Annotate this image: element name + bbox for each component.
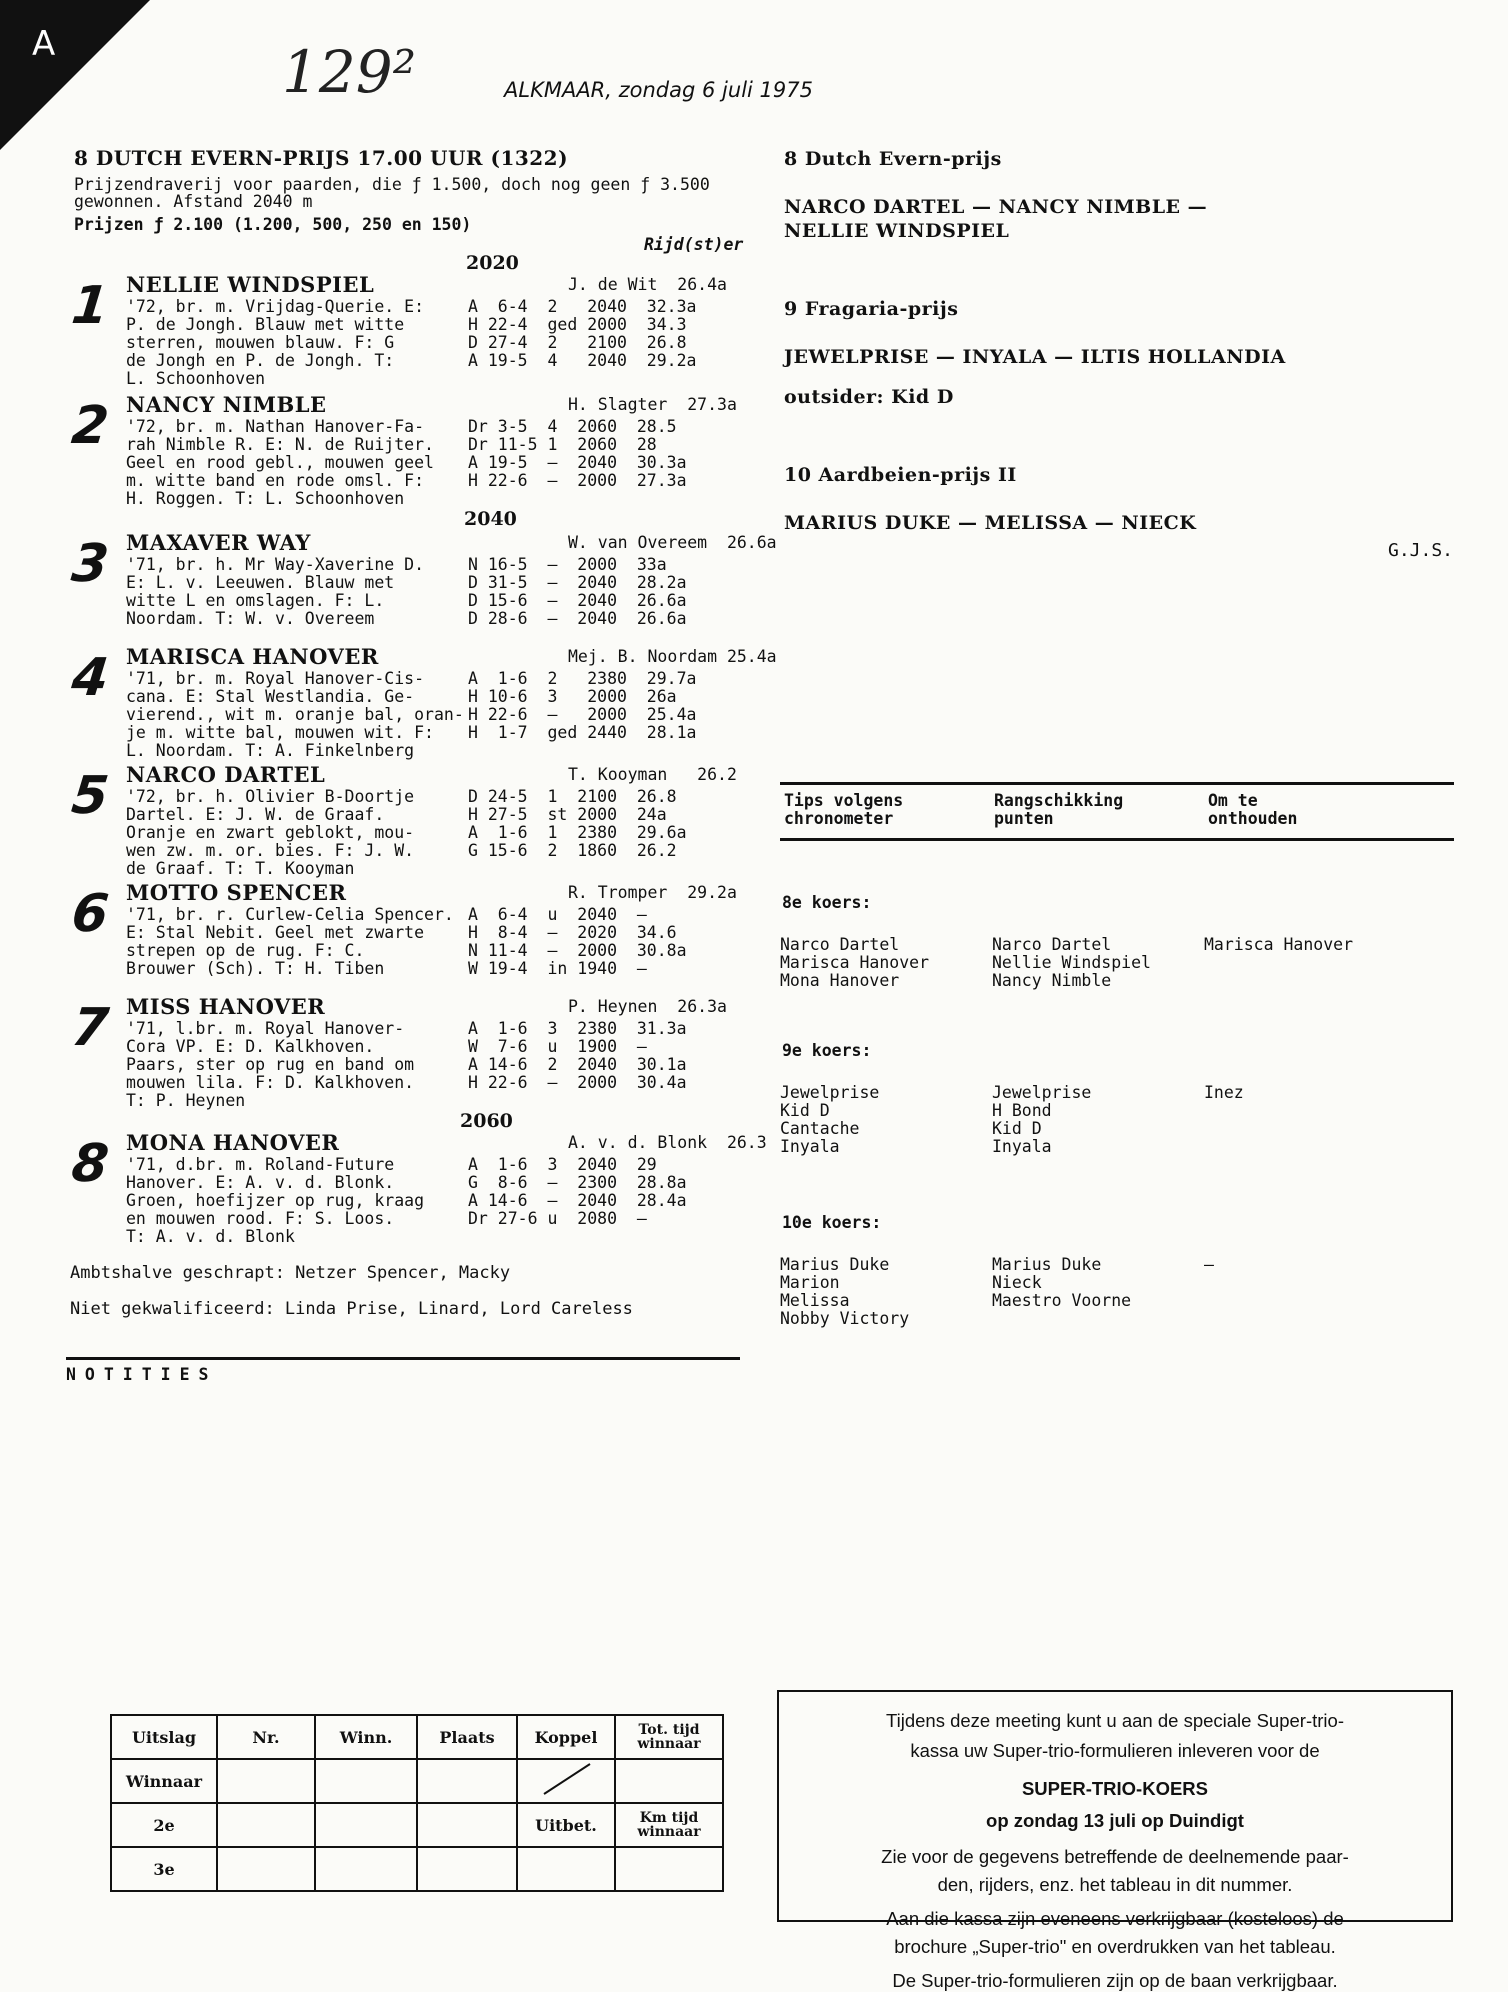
- corner-letter: A: [32, 24, 56, 64]
- super-trio-line-6: brochure „Super-trio" en overdrukken van het tableau.: [894, 1936, 1336, 1957]
- horse-info-line: witte L en omslagen. F: L.: [126, 591, 385, 610]
- score-cell[interactable]: [417, 1847, 517, 1891]
- horse-rider: A. v. d. Blonk 26.3: [568, 1133, 767, 1152]
- horse-name: MARISCA HANOVER: [126, 644, 379, 669]
- super-trio-line-4: den, rijders, enz. het tableau in dit nummer.: [937, 1874, 1293, 1895]
- distance-2020: 2020: [466, 252, 519, 274]
- horse-rider: T. Kooyman 26.2: [568, 765, 737, 784]
- horse-rider: W. van Overeem 26.6a: [568, 533, 777, 552]
- super-trio-line-1: Tijdens deze meeting kunt u aan de speciale Super-trio-: [886, 1710, 1344, 1731]
- tips-col1-item: Mona Hanover: [780, 971, 900, 990]
- tips-col2-item: H Bond: [992, 1101, 1052, 1120]
- horse-info-line: L. Schoonhoven: [126, 369, 266, 388]
- horse-info-line: '71, l.br. m. Royal Hanover-: [126, 1019, 405, 1038]
- score-header-nr: Nr.: [217, 1715, 315, 1759]
- horse-form-line: N 11-4 — 2000 30.8a: [468, 941, 687, 960]
- horse-form-line: H 1-7 ged 2440 28.1a: [468, 723, 697, 742]
- horse-name: MONA HANOVER: [126, 1130, 340, 1155]
- tips-col2-item: Kid D: [992, 1119, 1042, 1138]
- horse-info-line: '72, br. m. Nathan Hanover-Fa-: [126, 417, 425, 436]
- super-trio-box: [777, 1690, 1453, 1991]
- tips-col2-item: Jewelprise: [992, 1083, 1092, 1102]
- horse-form-line: H 22-6 — 2000 27.3a: [468, 471, 687, 490]
- horse-info-line: Geel en rood gebl., mouwen geel: [126, 453, 434, 472]
- horse-info-line: H. Roggen. T: L. Schoonhoven: [126, 489, 405, 508]
- horse-info-line: en mouwen rood. F: S. Loos.: [126, 1209, 395, 1228]
- horse-info-line: L. Noordam. T: A. Finkelnberg: [126, 741, 415, 760]
- tips-col1-item: Inyala: [780, 1137, 840, 1156]
- score-row-winnaar: Winnaar: [111, 1759, 217, 1803]
- horse-info-line: E: Stal Nebit. Geel met zwarte: [126, 923, 425, 942]
- prediction-race-8-pick-1: NARCO DARTEL — NANCY NIMBLE —: [784, 196, 1208, 218]
- horse-rider: Mej. B. Noordam 25.4a: [568, 647, 777, 666]
- horse-name: MAXAVER WAY: [126, 530, 311, 555]
- horse-info-line: '71, br. r. Curlew-Celia Spencer.: [126, 905, 454, 924]
- horse-form-line: H 10-6 3 2000 26a: [468, 687, 677, 706]
- horse-info-line: de Jongh en P. de Jongh. T:: [126, 351, 395, 370]
- horse-info-line: Hanover. E: A. v. d. Blonk.: [126, 1173, 395, 1192]
- horse-info-line: Brouwer (Sch). T: H. Tiben: [126, 959, 385, 978]
- horse-info-line: de Graaf. T: T. Kooyman: [126, 859, 355, 878]
- score-cell[interactable]: [217, 1803, 315, 1847]
- rider-label: Rijd(st)er: [644, 235, 744, 254]
- horse-form-line: Dr 3-5 4 2060 28.5: [468, 417, 677, 436]
- score-cell-slash: [517, 1759, 615, 1803]
- tips-header-rule: [780, 838, 1454, 841]
- horse-form-line: Dr 27-6 u 2080 —: [468, 1209, 647, 1228]
- not-qualified-line: Niet gekwalificeerd: Linda Prise, Linard, Lord Careless: [70, 1299, 633, 1319]
- tips-col1-item: Kid D: [780, 1101, 830, 1120]
- horse-form-line: A 19-5 4 2040 29.2a: [468, 351, 697, 370]
- handwritten-page-number: 129²: [282, 38, 416, 106]
- race-desc-2: gewonnen. Afstand 2040 m: [74, 192, 313, 211]
- score-cell[interactable]: [217, 1759, 315, 1803]
- horse-info-line: '71, br. h. Mr Way-Xaverine D.: [126, 555, 425, 574]
- horse-form-line: D 24-5 1 2100 26.8: [468, 787, 677, 806]
- score-cell[interactable]: [315, 1759, 417, 1803]
- distance-2060: 2060: [460, 1110, 513, 1132]
- horse-form-line: W 7-6 u 1900 —: [468, 1037, 647, 1056]
- page-header: ALKMAAR, zondag 6 juli 1975: [504, 78, 813, 102]
- horse-form-line: A 1-6 3 2040 29: [468, 1155, 657, 1174]
- horse-form-line: D 31-5 — 2040 28.2a: [468, 573, 687, 592]
- super-trio-line-5: Aan die kassa zijn eveneens verkrijgbaar (kosteloos) de: [886, 1908, 1344, 1929]
- horse-number: 3: [68, 534, 112, 594]
- tips-col2-item: Inyala: [992, 1137, 1052, 1156]
- score-cell[interactable]: [417, 1759, 517, 1803]
- horse-info-line: je m. witte bal, mouwen wit. F:: [126, 723, 434, 742]
- horse-info-line: Cora VP. E: D. Kalkhoven.: [126, 1037, 375, 1056]
- horse-form-line: H 22-4 ged 2000 34.3: [468, 315, 687, 334]
- horse-number: 4: [68, 648, 112, 708]
- horse-info-line: P. de Jongh. Blauw met witte: [126, 315, 405, 334]
- horse-info-line: strepen op de rug. F: C.: [126, 941, 365, 960]
- score-header-plaats: Plaats: [417, 1715, 517, 1759]
- horse-form-line: N 16-5 — 2000 33a: [468, 555, 667, 574]
- horse-name: MOTTO SPENCER: [126, 880, 347, 905]
- horse-form-line: D 28-6 — 2040 26.6a: [468, 609, 687, 628]
- horse-info-line: Groen, hoefijzer op rug, kraag: [126, 1191, 425, 1210]
- score-cell[interactable]: [517, 1847, 615, 1891]
- horse-info-line: T: P. Heynen: [126, 1091, 246, 1110]
- tips-col2-line2: punten: [994, 809, 1054, 828]
- prediction-race-9-pick: JEWELPRISE — INYALA — ILTIS HOLLANDIA: [784, 346, 1286, 368]
- score-header-koppel: Koppel: [517, 1715, 615, 1759]
- horse-info-line: '71, br. m. Royal Hanover-Cis-: [126, 669, 425, 688]
- horse-name: NELLIE WINDSPIEL: [126, 272, 375, 297]
- horse-form-line: H 27-5 st 2000 24a: [468, 805, 667, 824]
- super-trio-title: SUPER-TRIO-KOERS: [1021, 1778, 1209, 1799]
- score-header-tot-tijd: Tot. tijd winnaar: [615, 1715, 723, 1759]
- score-uitbet: Uitbet.: [517, 1803, 615, 1847]
- super-trio-line-3: Zie voor de gegevens betreffende de deelnemende paar-: [881, 1846, 1349, 1867]
- horse-info-line: cana. E: Stal Westlandia. Ge-: [126, 687, 415, 706]
- tips-section-label: 10e koers:: [782, 1213, 882, 1232]
- tips-col2-item: Nellie Windspiel: [992, 953, 1151, 972]
- horse-info-line: Noordam. T: W. v. Overeem: [126, 609, 375, 628]
- horse-form-line: A 14-6 — 2040 28.4a: [468, 1191, 687, 1210]
- prediction-race-8: 8 Dutch Evern-prijs: [784, 148, 1002, 170]
- horse-form-line: A 1-6 1 2380 29.6a: [468, 823, 687, 842]
- score-cell[interactable]: [315, 1847, 417, 1891]
- horse-info-line: '71, d.br. m. Roland-Future: [126, 1155, 395, 1174]
- horse-info-line: vierend., wit m. oranje bal, oran-: [126, 705, 464, 724]
- tips-col2-item: Marius Duke: [992, 1255, 1102, 1274]
- score-cell[interactable]: [217, 1847, 315, 1891]
- tips-col1-line2: chronometer: [784, 809, 894, 828]
- scratched-line: Ambtshalve geschrapt: Netzer Spencer, Macky: [70, 1263, 511, 1283]
- score-header-uitslag: Uitslag: [111, 1715, 217, 1759]
- horse-info-line: E: L. v. Leeuwen. Blauw met: [126, 573, 395, 592]
- score-table-wrapper: [110, 1714, 724, 1892]
- race-desc-1: Prijzendraverij voor paarden, die ƒ 1.500, doch nog geen ƒ 3.500: [74, 175, 710, 194]
- horse-form-line: Dr 11-5 1 2060 28: [468, 435, 657, 454]
- horse-name: NANCY NIMBLE: [126, 392, 327, 417]
- horse-number: 8: [68, 1134, 112, 1194]
- horse-form-line: G 8-6 — 2300 28.8a: [468, 1173, 687, 1192]
- horse-info-line: Oranje en zwart geblokt, mou-: [126, 823, 415, 842]
- prediction-race-9-outsider: outsider: Kid D: [784, 386, 954, 408]
- tips-section-label: 8e koers:: [782, 893, 872, 912]
- score-cell[interactable]: [615, 1847, 723, 1891]
- horse-rider: H. Slagter 27.3a: [568, 395, 737, 414]
- horse-number: 5: [68, 766, 112, 826]
- horse-info-line: wen zw. m. or. bies. F: J. W.: [126, 841, 415, 860]
- horse-info-line: '72, br. h. Olivier B-Doortje: [126, 787, 415, 806]
- tips-col3-item: Inez: [1204, 1083, 1244, 1102]
- horse-rider: R. Tromper 29.2a: [568, 883, 737, 902]
- tips-col2-line1: Rangschikking: [994, 791, 1124, 810]
- score-cell[interactable]: [417, 1803, 517, 1847]
- horse-info-line: Dartel. E: J. W. de Graaf.: [126, 805, 385, 824]
- horse-form-line: A 6-4 2 2040 32.3a: [468, 297, 697, 316]
- horse-name: MISS HANOVER: [126, 994, 326, 1019]
- tips-col1-item: Marion: [780, 1273, 840, 1292]
- tips-col2-item: Narco Dartel: [992, 935, 1112, 954]
- horse-rider: J. de Wit 26.4a: [568, 275, 727, 294]
- race-prizes: Prijzen ƒ 2.100 (1.200, 500, 250 en 150): [74, 215, 472, 234]
- tips-col3-line1: Om te: [1208, 791, 1258, 810]
- score-cell[interactable]: [615, 1759, 723, 1803]
- horse-number: 1: [68, 276, 112, 336]
- tips-col1-item: Narco Dartel: [780, 935, 900, 954]
- horse-form-line: A 1-6 2 2380 29.7a: [468, 669, 697, 688]
- score-row-3e: 3e: [111, 1847, 217, 1891]
- prediction-race-8-pick-2: NELLIE WINDSPIEL: [784, 220, 1010, 242]
- race-title: 8 DUTCH EVERN-PRIJS 17.00 UUR (1322): [74, 146, 569, 170]
- horse-form-line: A 1-6 3 2380 31.3a: [468, 1019, 687, 1038]
- super-trio-line-2: kassa uw Super-trio-formulieren inleveren voor de: [910, 1740, 1320, 1761]
- horse-rider: P. Heynen 26.3a: [568, 997, 727, 1016]
- tips-col2-item: Maestro Voorne: [992, 1291, 1132, 1310]
- score-row-2e: 2e: [111, 1803, 217, 1847]
- tips-col3-item: Marisca Hanover: [1204, 935, 1354, 954]
- horse-info-line: mouwen lila. F: D. Kalkhoven.: [126, 1073, 415, 1092]
- horse-info-line: '72, br. m. Vrijdag-Querie. E:: [126, 297, 425, 316]
- prediction-race-9: 9 Fragaria-prijs: [784, 298, 959, 320]
- tips-col2-item: Nieck: [992, 1273, 1042, 1292]
- horse-info-line: sterren, mouwen blauw. F: G: [126, 333, 395, 352]
- tips-section-label: 9e koers:: [782, 1041, 872, 1060]
- tips-col1-item: Cantache: [780, 1119, 860, 1138]
- prediction-race-10: 10 Aardbeien-prijs II: [784, 464, 1017, 486]
- horse-form-line: H 22-6 — 2000 25.4a: [468, 705, 697, 724]
- corner-marker: [0, 0, 150, 150]
- tips-col1-item: Melissa: [780, 1291, 850, 1310]
- horse-info-line: T: A. v. d. Blonk: [126, 1227, 295, 1246]
- tips-col1-line1: Tips volgens: [784, 791, 904, 810]
- tips-col1-item: Nobby Victory: [780, 1309, 910, 1328]
- horse-info-line: Paars, ster op rug en band om: [126, 1055, 415, 1074]
- horse-form-line: D 15-6 — 2040 26.6a: [468, 591, 687, 610]
- horse-info-line: m. witte band en rode omsl. F:: [126, 471, 425, 490]
- horse-form-line: H 8-4 — 2020 34.6: [468, 923, 677, 942]
- horse-form-line: W 19-4 in 1940 —: [468, 959, 647, 978]
- horse-form-line: A 19-5 — 2040 30.3a: [468, 453, 687, 472]
- horse-number: 7: [68, 998, 112, 1058]
- distance-2040: 2040: [464, 508, 517, 530]
- tips-col1-item: Marisca Hanover: [780, 953, 930, 972]
- score-cell[interactable]: [315, 1803, 417, 1847]
- horse-form-line: D 27-4 2 2100 26.8: [468, 333, 687, 352]
- tips-col3-item: —: [1204, 1255, 1214, 1274]
- horse-number: 2: [68, 396, 112, 456]
- tips-col1-item: Marius Duke: [780, 1255, 890, 1274]
- horse-form-line: A 6-4 u 2040 —: [468, 905, 647, 924]
- tips-col3-line2: onthouden: [1208, 809, 1298, 828]
- horse-info-line: rah Nimble R. E: N. de Ruijter.: [126, 435, 434, 454]
- horse-number: 6: [68, 884, 112, 944]
- horse-form-line: H 22-6 — 2000 30.4a: [468, 1073, 687, 1092]
- notes-label: NOTITIES: [66, 1365, 218, 1384]
- horse-form-line: G 15-6 2 1860 26.2: [468, 841, 677, 860]
- score-table: [110, 1714, 724, 1892]
- tips-col2-item: Nancy Nimble: [992, 971, 1112, 990]
- score-km-tijd: Km tijd winnaar: [615, 1803, 723, 1847]
- score-header-winn: Winn.: [315, 1715, 417, 1759]
- slash-mark: [536, 1760, 596, 1798]
- super-trio-line-7: De Super-trio-formulieren zijn op de baan verkrijgbaar.: [892, 1970, 1338, 1991]
- horse-name: NARCO DARTEL: [126, 762, 326, 787]
- signature: G.J.S.: [1388, 540, 1454, 561]
- notes-rule: [66, 1357, 740, 1360]
- prediction-race-10-pick: MARIUS DUKE — MELISSA — NIECK: [784, 512, 1197, 534]
- tips-top-rule: [780, 782, 1454, 785]
- horse-form-line: A 14-6 2 2040 30.1a: [468, 1055, 687, 1074]
- tips-col1-item: Jewelprise: [780, 1083, 880, 1102]
- super-trio-date: op zondag 13 juli op Duindigt: [986, 1810, 1244, 1831]
